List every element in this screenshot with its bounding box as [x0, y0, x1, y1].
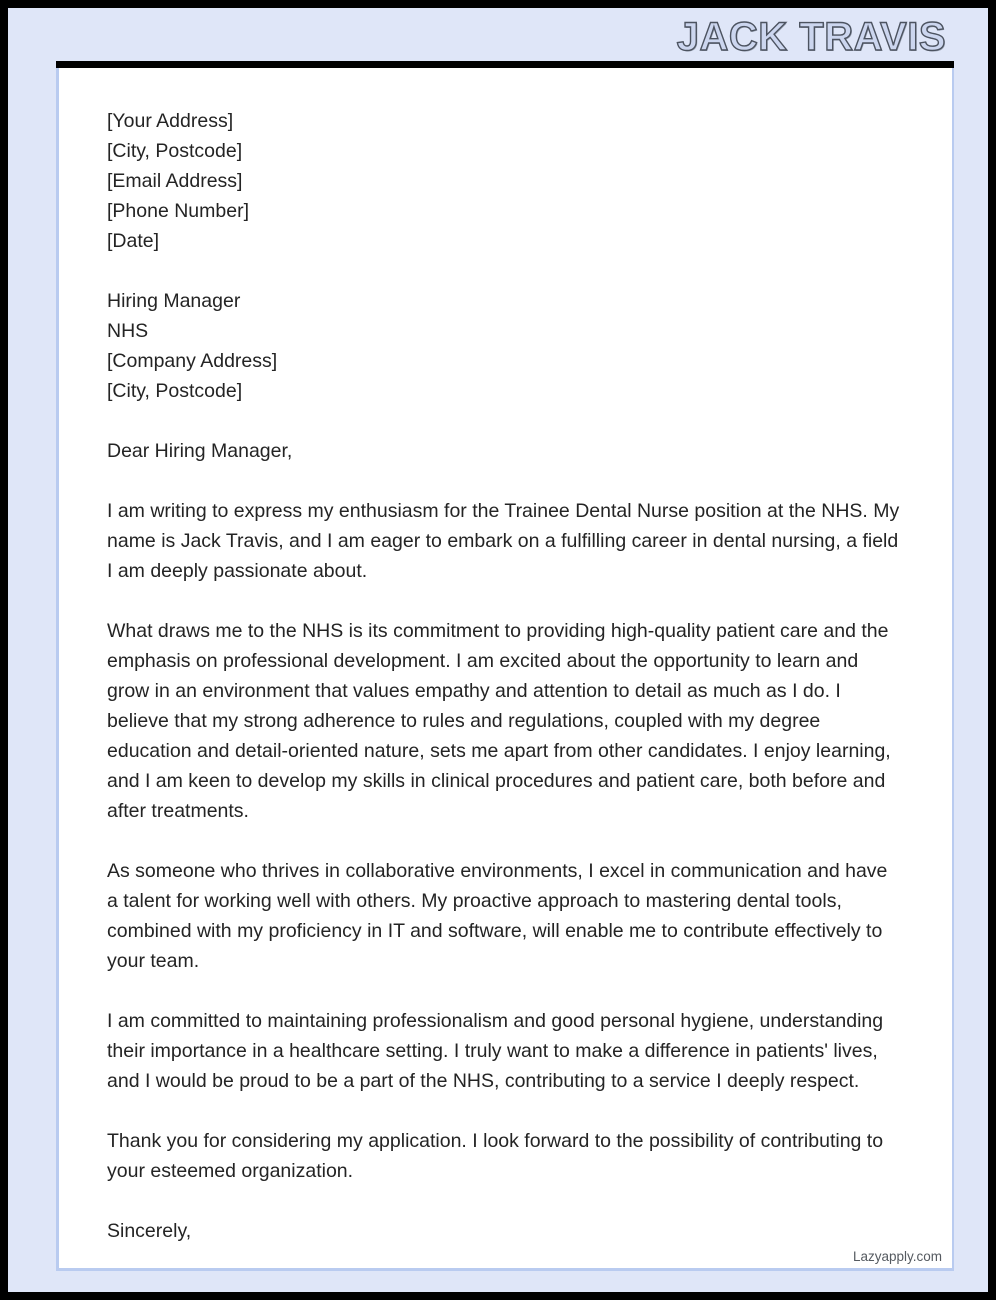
- letter-page-sheet: [56, 68, 954, 1271]
- recipient-address-line: Hiring Manager: [107, 290, 241, 312]
- sender-address-block: [107, 106, 902, 256]
- body-paragraph: As someone who thrives in collaborative environments, I excel in communication and have a talent for working well with others. My proactive approach to mastering dental tools, combined with my proficiency in IT and software, will enable me to contribute effectively to your team.: [107, 860, 888, 972]
- body-paragraph: I am writing to express my enthusiasm for the Trainee Dental Nurse position at the NHS. My name is Jack Travis, and I am eager to embark on a fulfilling career in dental nursing, a field I am deeply passionate about.: [107, 500, 900, 582]
- recipient-address-block: [107, 286, 902, 406]
- block-spacer: [107, 406, 902, 436]
- candidate-name-title: JACK TRAVIS: [676, 15, 946, 59]
- recipient-address-line: [Company Address]: [107, 350, 278, 372]
- sender-address-line: [Phone Number]: [107, 200, 249, 222]
- letter-body: [107, 106, 902, 1246]
- closing-salutation: Sincerely,: [107, 1220, 192, 1242]
- sender-address-line: [Your Address]: [107, 110, 234, 132]
- block-spacer: [107, 1096, 902, 1126]
- body-paragraph: I am committed to maintaining professionalism and good personal hygiene, understanding their importance in a healthcare setting. I truly want to make a difference in patients' lives, and I would be proud to be a part of the NHS, contributing to a service I deeply respect.: [107, 1010, 884, 1092]
- block-spacer: [107, 976, 902, 1006]
- salutation: Dear Hiring Manager,: [107, 440, 293, 462]
- sender-address-line: [Email Address]: [107, 170, 243, 192]
- sender-address-line: [City, Postcode]: [107, 140, 243, 162]
- recipient-address-line: [City, Postcode]: [107, 380, 243, 402]
- recipient-address-line: NHS: [107, 320, 149, 342]
- block-spacer: [107, 256, 902, 286]
- block-spacer: [107, 466, 902, 496]
- header-band: [16, 8, 996, 61]
- body-paragraph: Thank you for considering my application. I look forward to the possibility of contributing to your esteemed organization.: [107, 1130, 884, 1182]
- block-spacer: [107, 586, 902, 616]
- block-spacer: [107, 826, 902, 856]
- lazyapply-watermark: Lazyapply.com: [852, 1249, 942, 1264]
- block-spacer: [107, 1186, 902, 1216]
- body-paragraph: What draws me to the NHS is its commitment to providing high-quality patient care and the emphasis on professional development. I am excited about the opportunity to learn and grow in an environment that values empathy and attention to detail as much as I do. I believe that my strong adherence to rules and regulations, coupled with my degree education and detail-oriented nature, sets me apart from other candidates. I enjoy learning, and I am keen to develop my skills in clinical procedures and patient care, both before and after treatments.: [107, 620, 891, 822]
- sender-address-line: [Date]: [107, 230, 160, 252]
- header-divider-rule: [56, 61, 954, 68]
